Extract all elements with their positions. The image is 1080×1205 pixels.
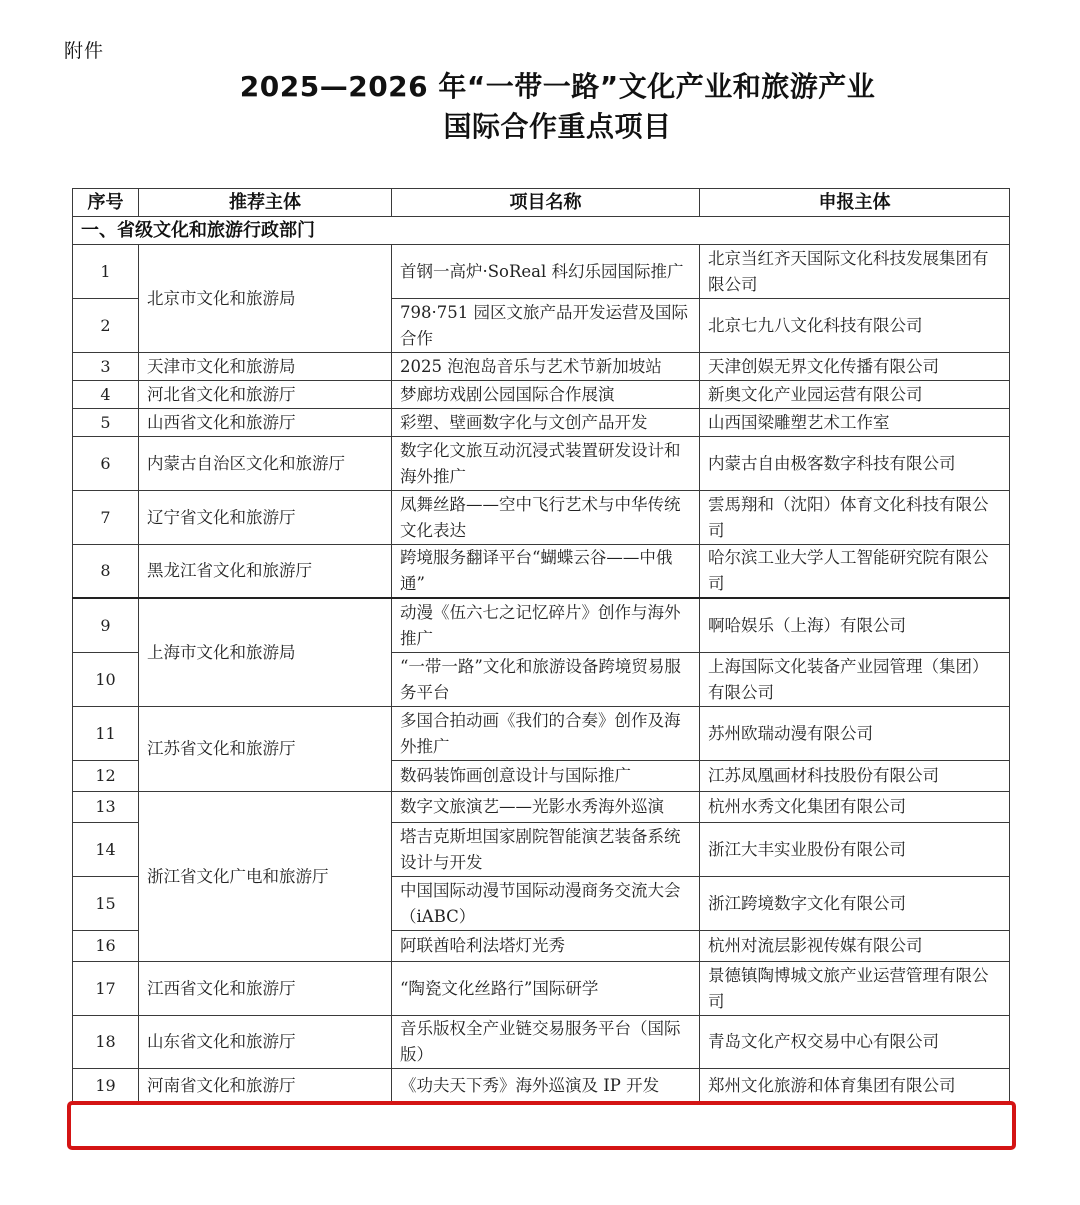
row-applicant: 天津创娱无界文化传播有限公司 bbox=[700, 353, 1010, 381]
row-seq: 2 bbox=[73, 299, 139, 353]
row-applicant: 苏州欧瑞动漫有限公司 bbox=[700, 707, 1010, 761]
row-project: 梦廊坊戏剧公园国际合作展演 bbox=[392, 381, 700, 409]
row-seq: 9 bbox=[73, 598, 139, 653]
row-project: 首钢一高炉·SoReal 科幻乐园国际推广 bbox=[392, 245, 700, 299]
row-applicant: 上海国际文化装备产业园管理（集团）有限公司 bbox=[700, 653, 1010, 707]
row-seq: 12 bbox=[73, 761, 139, 792]
row-project: 数字文旅演艺——光影水秀海外巡演 bbox=[392, 792, 700, 823]
table-row-highlighted bbox=[73, 1069, 1010, 1103]
table-row bbox=[73, 491, 1010, 545]
row-project: 数码装饰画创意设计与国际推广 bbox=[392, 761, 700, 792]
row-recommender: 江西省文化和旅游厅 bbox=[139, 962, 392, 1016]
document-title-line-1: 2025—2026 年“一带一路”文化产业和旅游产业 bbox=[239, 70, 876, 103]
row-project: 数字化文旅互动沉浸式装置研发设计和海外推广 bbox=[392, 437, 700, 491]
row-seq: 11 bbox=[73, 707, 139, 761]
row-seq: 1 bbox=[73, 245, 139, 299]
row-recommender: 山东省文化和旅游厅 bbox=[139, 1016, 392, 1069]
row-project: 多国合拍动画《我们的合奏》创作及海外推广 bbox=[392, 707, 700, 761]
row-project: 《功夫天下秀》海外巡演及 IP 开发 bbox=[392, 1069, 700, 1103]
row-applicant: 景德镇陶博城文旅产业运营管理有限公司 bbox=[700, 962, 1010, 1016]
row-applicant: 雲馬翔和（沈阳）体育文化科技有限公司 bbox=[700, 491, 1010, 545]
document-title-line-2: 国际合作重点项目 bbox=[443, 110, 672, 143]
row-applicant: 新奥文化产业园运营有限公司 bbox=[700, 381, 1010, 409]
row-project: 彩塑、壁画数字化与文创产品开发 bbox=[392, 409, 700, 437]
row-recommender: 黑龙江省文化和旅游厅 bbox=[139, 545, 392, 599]
row-seq: 17 bbox=[73, 962, 139, 1016]
row-seq: 5 bbox=[73, 409, 139, 437]
table-row bbox=[73, 962, 1010, 1016]
row-recommender: 天津市文化和旅游局 bbox=[139, 353, 392, 381]
row-applicant: 啊哈娱乐（上海）有限公司 bbox=[700, 598, 1010, 653]
row-applicant: 杭州水秀文化集团有限公司 bbox=[700, 792, 1010, 823]
row-applicant: 北京七九八文化科技有限公司 bbox=[700, 299, 1010, 353]
row-applicant: 哈尔滨工业大学人工智能研究院有限公司 bbox=[700, 545, 1010, 599]
row-recommender: 上海市文化和旅游局 bbox=[139, 598, 392, 707]
attachment-label: 附件 bbox=[64, 40, 105, 62]
table-header-row bbox=[73, 189, 1010, 217]
table-row bbox=[73, 1016, 1010, 1069]
header-recommender: 推荐主体 bbox=[139, 189, 392, 217]
row-seq: 4 bbox=[73, 381, 139, 409]
row-recommender: 北京市文化和旅游局 bbox=[139, 245, 392, 353]
header-project: 项目名称 bbox=[392, 189, 700, 217]
row-project: 凤舞丝路——空中飞行艺术与中华传统文化表达 bbox=[392, 491, 700, 545]
row-seq: 3 bbox=[73, 353, 139, 381]
row-recommender: 江苏省文化和旅游厅 bbox=[139, 707, 392, 792]
row-applicant: 山西国梁雕塑艺术工作室 bbox=[700, 409, 1010, 437]
header-seq: 序号 bbox=[73, 189, 139, 217]
row-seq: 14 bbox=[73, 823, 139, 877]
row-project: 798·751 园区文旅产品开发运营及国际合作 bbox=[392, 299, 700, 353]
row-applicant: 郑州文化旅游和体育集团有限公司 bbox=[700, 1069, 1010, 1103]
row-project: “一带一路”文化和旅游设备跨境贸易服务平台 bbox=[392, 653, 700, 707]
row-recommender: 河南省文化和旅游厅 bbox=[139, 1069, 392, 1103]
row-recommender: 内蒙古自治区文化和旅游厅 bbox=[139, 437, 392, 491]
row-seq: 18 bbox=[73, 1016, 139, 1069]
row-applicant: 浙江大丰实业股份有限公司 bbox=[700, 823, 1010, 877]
row-seq: 6 bbox=[73, 437, 139, 491]
table-row bbox=[73, 598, 1010, 653]
row-applicant: 浙江跨境数字文化有限公司 bbox=[700, 877, 1010, 931]
row-seq: 16 bbox=[73, 931, 139, 962]
table-row bbox=[73, 545, 1010, 599]
row-applicant: 青岛文化产权交易中心有限公司 bbox=[700, 1016, 1010, 1069]
table-row bbox=[73, 409, 1010, 437]
section-title: 一、省级文化和旅游行政部门 bbox=[73, 217, 1010, 245]
row-project: 中国国际动漫节国际动漫商务交流大会（iABC） bbox=[392, 877, 700, 931]
row-project: 2025 泡泡岛音乐与艺术节新加坡站 bbox=[392, 353, 700, 381]
row-project: “陶瓷文化丝路行”国际研学 bbox=[392, 962, 700, 1016]
row-seq: 7 bbox=[73, 491, 139, 545]
row-project: 音乐版权全产业链交易服务平台（国际版） bbox=[392, 1016, 700, 1069]
row-seq: 10 bbox=[73, 653, 139, 707]
table-row bbox=[73, 792, 1010, 823]
row-seq: 19 bbox=[73, 1069, 139, 1103]
row-seq: 8 bbox=[73, 545, 139, 599]
table-row bbox=[73, 707, 1010, 761]
row-recommender: 山西省文化和旅游厅 bbox=[139, 409, 392, 437]
table-row bbox=[73, 381, 1010, 409]
row-recommender: 浙江省文化广电和旅游厅 bbox=[139, 792, 392, 962]
header-applicant: 申报主体 bbox=[700, 189, 1010, 217]
row-seq: 15 bbox=[73, 877, 139, 931]
row-recommender: 河北省文化和旅游厅 bbox=[139, 381, 392, 409]
projects-table bbox=[72, 188, 1010, 1103]
row-seq: 13 bbox=[73, 792, 139, 823]
table-row bbox=[73, 437, 1010, 491]
highlight-box-annotation bbox=[67, 1101, 1016, 1150]
row-project: 跨境服务翻译平台“蝴蝶云谷——中俄通” bbox=[392, 545, 700, 599]
table-row bbox=[73, 353, 1010, 381]
row-applicant: 内蒙古自由极客数字科技有限公司 bbox=[700, 437, 1010, 491]
row-project: 塔吉克斯坦国家剧院智能演艺装备系统设计与开发 bbox=[392, 823, 700, 877]
table-row bbox=[73, 245, 1010, 299]
row-project: 动漫《伍六七之记忆碎片》创作与海外推广 bbox=[392, 598, 700, 653]
row-applicant: 江苏凤凰画材科技股份有限公司 bbox=[700, 761, 1010, 792]
row-recommender: 辽宁省文化和旅游厅 bbox=[139, 491, 392, 545]
section-row bbox=[73, 217, 1010, 245]
row-applicant: 北京当红齐天国际文化科技发展集团有限公司 bbox=[700, 245, 1010, 299]
row-applicant: 杭州对流层影视传媒有限公司 bbox=[700, 931, 1010, 962]
row-project: 阿联酋哈利法塔灯光秀 bbox=[392, 931, 700, 962]
